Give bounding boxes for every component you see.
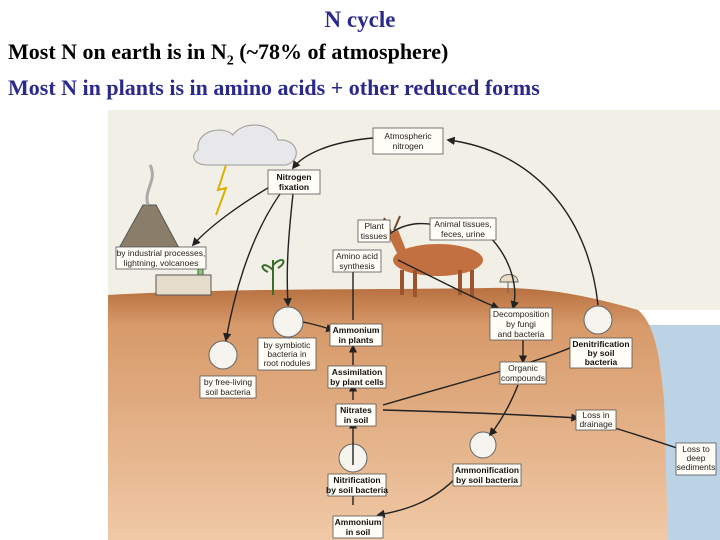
label-assimilation: Assimilation by plant cells bbox=[330, 367, 384, 387]
denitrification-circle bbox=[584, 306, 612, 334]
nitrogen-cycle-diagram bbox=[108, 110, 720, 540]
label-denitrification: Denitrification by soil bacteria bbox=[572, 339, 630, 367]
label-plant-tissues: Plant tissues bbox=[360, 221, 388, 241]
label-amino-synthesis: Amino acid synthesis bbox=[335, 251, 379, 271]
page-title: N cycle bbox=[324, 7, 396, 32]
factory-icon bbox=[156, 275, 211, 295]
label-organic: Organic compounds bbox=[501, 363, 545, 383]
label-ammonium-soil: Ammonium in soil bbox=[334, 517, 382, 537]
label-ammonification: Ammonification by soil bacteria bbox=[454, 465, 520, 485]
subtitle-line-2: Most N in plants is in amino acids + other reduced forms bbox=[8, 75, 540, 100]
label-sediments: Loss to deep sediments bbox=[676, 444, 716, 472]
nodule-circle bbox=[273, 307, 303, 337]
ammonification-circle bbox=[470, 432, 496, 458]
label-nitrates: Nitrates in soil bbox=[340, 405, 372, 425]
line1-pre: Most N on earth is in N bbox=[8, 39, 227, 64]
label-ammonium-plants: Ammonium in plants bbox=[332, 325, 380, 345]
label-fixation: Nitrogen fixation bbox=[276, 172, 312, 192]
subtitle-line-1 bbox=[8, 38, 448, 75]
label-decomposition: Decomposition by fungi and bacteria bbox=[492, 309, 550, 339]
line1-subscript: 2 bbox=[226, 53, 234, 69]
label-symbiotic: by symbiotic bacteria in root nodules bbox=[263, 340, 311, 368]
label-nitrification: Nitrification by soil bacteria bbox=[326, 475, 388, 495]
label-industrial: by industrial processes, lightning, volcanoes bbox=[116, 248, 206, 268]
line1-post: (~78% of atmosphere) bbox=[233, 39, 449, 64]
freeliving-circle bbox=[209, 341, 237, 369]
label-freeliving: by free-living soil bacteria bbox=[203, 377, 253, 397]
label-animal-tissues: Animal tissues, feces, urine bbox=[434, 219, 492, 239]
label-drainage: Loss in drainage bbox=[579, 410, 613, 429]
label-atmospheric: Atmospheric nitrogen bbox=[384, 131, 432, 151]
